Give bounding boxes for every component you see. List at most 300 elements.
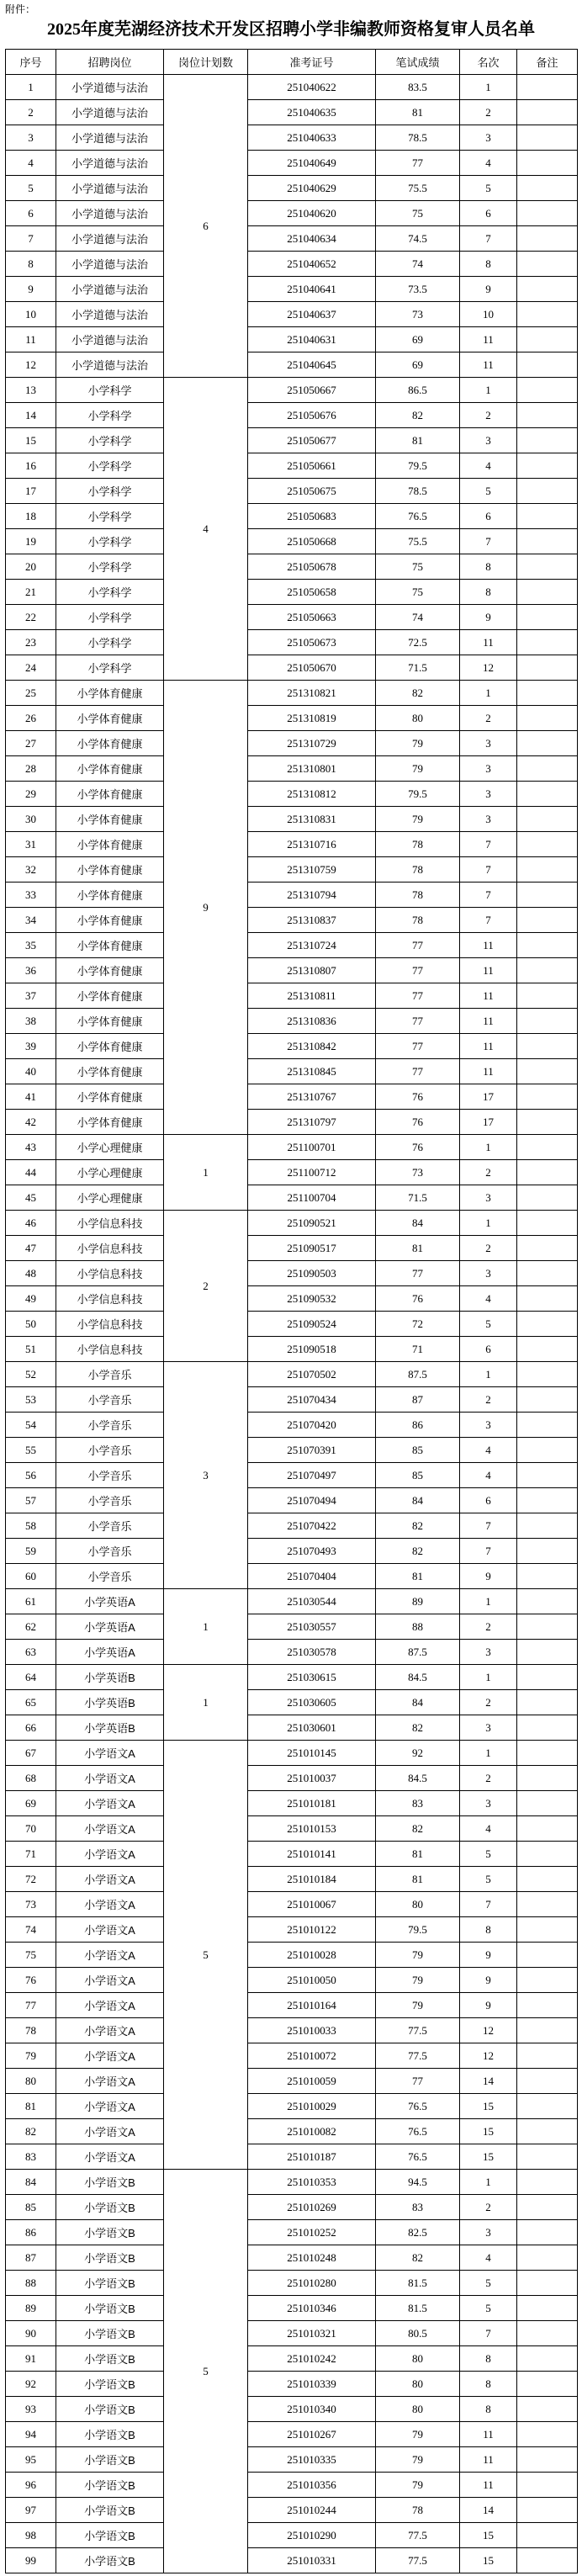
- row-index: 60: [6, 1564, 56, 1589]
- row-index: 7: [6, 226, 56, 252]
- ticket-number: 251050676: [248, 403, 376, 428]
- row-index: 55: [6, 1438, 56, 1463]
- ticket-number: 251070497: [248, 1463, 376, 1488]
- position-name: 小学语文B: [56, 2548, 164, 2573]
- written-score: 83: [376, 1791, 460, 1816]
- rank: 9: [460, 1993, 517, 2018]
- remarks-cell: [517, 2523, 578, 2548]
- remarks-cell: [517, 908, 578, 933]
- ticket-number: 251040652: [248, 252, 376, 277]
- position-name: 小学道德与法治: [56, 252, 164, 277]
- row-index: 88: [6, 2271, 56, 2296]
- position-name: 小学体育健康: [56, 832, 164, 857]
- column-header-score: 笔试成绩: [376, 50, 460, 75]
- remarks-cell: [517, 403, 578, 428]
- rank: 11: [460, 1034, 517, 1059]
- rank: 17: [460, 1110, 517, 1135]
- row-index: 13: [6, 378, 56, 403]
- row-index: 21: [6, 580, 56, 605]
- row-index: 40: [6, 1059, 56, 1084]
- plan-count: 1: [164, 1135, 248, 1211]
- row-index: 25: [6, 681, 56, 706]
- remarks-cell: [517, 2397, 578, 2422]
- rank: 9: [460, 277, 517, 302]
- row-index: 17: [6, 479, 56, 504]
- table-row: [6, 2170, 578, 2195]
- position-name: 小学科学: [56, 479, 164, 504]
- row-index: 46: [6, 1211, 56, 1236]
- table-row: [6, 75, 578, 100]
- position-name: 小学道德与法治: [56, 302, 164, 327]
- table-row: [6, 681, 578, 706]
- table-row: [6, 807, 578, 832]
- row-index: 19: [6, 529, 56, 554]
- ticket-number: 251010187: [248, 2144, 376, 2170]
- row-index: 23: [6, 630, 56, 655]
- rank: 4: [460, 453, 517, 479]
- ticket-number: 251010280: [248, 2271, 376, 2296]
- column-header-rank: 名次: [460, 50, 517, 75]
- position-name: 小学语文A: [56, 2094, 164, 2119]
- rank: 7: [460, 1539, 517, 1564]
- ticket-number: 251010037: [248, 1766, 376, 1791]
- row-index: 61: [6, 1589, 56, 1614]
- remarks-cell: [517, 731, 578, 756]
- rank: 3: [460, 807, 517, 832]
- ticket-number: 251010184: [248, 1867, 376, 1892]
- rank: 8: [460, 252, 517, 277]
- row-index: 58: [6, 1513, 56, 1539]
- position-name: 小学语文A: [56, 1766, 164, 1791]
- written-score: 69: [376, 327, 460, 352]
- table-row: [6, 605, 578, 630]
- table-row: [6, 1034, 578, 1059]
- position-name: 小学道德与法治: [56, 277, 164, 302]
- position-name: 小学语文A: [56, 1968, 164, 1993]
- remarks-cell: [517, 1488, 578, 1513]
- row-index: 62: [6, 1614, 56, 1640]
- rank: 10: [460, 302, 517, 327]
- position-name: 小学语文A: [56, 1993, 164, 2018]
- written-score: 77: [376, 1059, 460, 1084]
- row-index: 12: [6, 352, 56, 378]
- position-name: 小学信息科技: [56, 1312, 164, 1337]
- remarks-cell: [517, 1791, 578, 1816]
- table-row: [6, 2119, 578, 2144]
- written-score: 81: [376, 100, 460, 125]
- remarks-cell: [517, 75, 578, 100]
- remarks-cell: [517, 630, 578, 655]
- row-index: 26: [6, 706, 56, 731]
- rank: 1: [460, 681, 517, 706]
- written-score: 82.5: [376, 2220, 460, 2245]
- written-score: 80: [376, 2346, 460, 2372]
- rank: 3: [460, 428, 517, 453]
- position-name: 小学语文A: [56, 1867, 164, 1892]
- row-index: 1: [6, 75, 56, 100]
- rank: 8: [460, 2372, 517, 2397]
- rank: 4: [460, 2245, 517, 2271]
- rank: 4: [460, 1816, 517, 1842]
- remarks-cell: [517, 1539, 578, 1564]
- ticket-number: 251010290: [248, 2523, 376, 2548]
- rank: 2: [460, 403, 517, 428]
- ticket-number: 251070502: [248, 1362, 376, 1387]
- position-name: 小学体育健康: [56, 908, 164, 933]
- ticket-number: 251010059: [248, 2069, 376, 2094]
- written-score: 79: [376, 2447, 460, 2473]
- written-score: 78: [376, 2498, 460, 2523]
- table-row: [6, 1463, 578, 1488]
- table-row: [6, 1640, 578, 1665]
- written-score: 79.5: [376, 782, 460, 807]
- position-name: 小学科学: [56, 403, 164, 428]
- written-score: 86.5: [376, 378, 460, 403]
- row-index: 94: [6, 2422, 56, 2447]
- written-score: 79.5: [376, 1917, 460, 1943]
- remarks-cell: [517, 302, 578, 327]
- table-row: [6, 2372, 578, 2397]
- position-name: 小学语文B: [56, 2523, 164, 2548]
- written-score: 84: [376, 1488, 460, 1513]
- row-index: 37: [6, 983, 56, 1009]
- ticket-number: 251070422: [248, 1513, 376, 1539]
- ticket-number: 251310842: [248, 1034, 376, 1059]
- rank: 4: [460, 1286, 517, 1312]
- written-score: 76.5: [376, 504, 460, 529]
- ticket-number: 251100701: [248, 1135, 376, 1160]
- table-row: [6, 883, 578, 908]
- position-name: 小学英语B: [56, 1715, 164, 1741]
- ticket-number: 251030544: [248, 1589, 376, 1614]
- table-row: [6, 2422, 578, 2447]
- written-score: 79: [376, 807, 460, 832]
- row-index: 49: [6, 1286, 56, 1312]
- row-index: 20: [6, 554, 56, 580]
- remarks-cell: [517, 1993, 578, 2018]
- written-score: 86: [376, 1413, 460, 1438]
- ticket-number: 251050678: [248, 554, 376, 580]
- written-score: 77: [376, 1009, 460, 1034]
- position-name: 小学音乐: [56, 1438, 164, 1463]
- position-name: 小学信息科技: [56, 1261, 164, 1286]
- table-row: [6, 1337, 578, 1362]
- position-name: 小学道德与法治: [56, 125, 164, 151]
- table-row: [6, 1438, 578, 1463]
- written-score: 87: [376, 1387, 460, 1413]
- rank: 1: [460, 1135, 517, 1160]
- position-name: 小学体育健康: [56, 756, 164, 782]
- rank: 7: [460, 2321, 517, 2346]
- rank: 3: [460, 731, 517, 756]
- written-score: 78: [376, 857, 460, 883]
- remarks-cell: [517, 1135, 578, 1160]
- rank: 9: [460, 1968, 517, 1993]
- position-name: 小学科学: [56, 554, 164, 580]
- plan-count: 2: [164, 1211, 248, 1362]
- written-score: 84: [376, 1211, 460, 1236]
- row-index: 74: [6, 1917, 56, 1943]
- written-score: 81.5: [376, 2296, 460, 2321]
- remarks-cell: [517, 2271, 578, 2296]
- written-score: 77: [376, 1034, 460, 1059]
- table-row: [6, 2144, 578, 2170]
- written-score: 84.5: [376, 1665, 460, 1690]
- table-row: [6, 428, 578, 453]
- row-index: 18: [6, 504, 56, 529]
- row-index: 78: [6, 2018, 56, 2043]
- position-name: 小学体育健康: [56, 857, 164, 883]
- position-name: 小学语文A: [56, 1892, 164, 1917]
- row-index: 56: [6, 1463, 56, 1488]
- table-row: [6, 2473, 578, 2498]
- remarks-cell: [517, 2119, 578, 2144]
- row-index: 45: [6, 1185, 56, 1211]
- written-score: 81: [376, 428, 460, 453]
- ticket-number: 251310845: [248, 1059, 376, 1084]
- ticket-number: 251010141: [248, 1842, 376, 1867]
- remarks-cell: [517, 2422, 578, 2447]
- remarks-cell: [517, 1690, 578, 1715]
- rank: 6: [460, 201, 517, 226]
- remarks-cell: [517, 100, 578, 125]
- ticket-number: 251010164: [248, 1993, 376, 2018]
- position-name: 小学音乐: [56, 1539, 164, 1564]
- position-name: 小学语文B: [56, 2271, 164, 2296]
- ticket-number: 251010122: [248, 1917, 376, 1943]
- remarks-cell: [517, 1413, 578, 1438]
- written-score: 78: [376, 908, 460, 933]
- rank: 12: [460, 2018, 517, 2043]
- written-score: 77.5: [376, 2018, 460, 2043]
- remarks-cell: [517, 1917, 578, 1943]
- table-row: [6, 1993, 578, 2018]
- table-row: [6, 1539, 578, 1564]
- remarks-cell: [517, 2498, 578, 2523]
- remarks-cell: [517, 857, 578, 883]
- ticket-number: 251010346: [248, 2296, 376, 2321]
- ticket-number: 251050667: [248, 378, 376, 403]
- rank: 11: [460, 630, 517, 655]
- remarks-cell: [517, 1160, 578, 1185]
- written-score: 71.5: [376, 655, 460, 681]
- position-name: 小学语文A: [56, 1943, 164, 1968]
- position-name: 小学语文B: [56, 2422, 164, 2447]
- written-score: 77: [376, 2069, 460, 2094]
- written-score: 85: [376, 1463, 460, 1488]
- ticket-number: 251050683: [248, 504, 376, 529]
- table-row: [6, 782, 578, 807]
- remarks-cell: [517, 504, 578, 529]
- position-name: 小学道德与法治: [56, 226, 164, 252]
- rank: 9: [460, 1564, 517, 1589]
- position-name: 小学音乐: [56, 1564, 164, 1589]
- ticket-number: 251310759: [248, 857, 376, 883]
- ticket-number: 251030605: [248, 1690, 376, 1715]
- position-name: 小学音乐: [56, 1463, 164, 1488]
- ticket-number: 251010252: [248, 2220, 376, 2245]
- table-row: [6, 352, 578, 378]
- ticket-number: 251050675: [248, 479, 376, 504]
- row-index: 39: [6, 1034, 56, 1059]
- written-score: 94.5: [376, 2170, 460, 2195]
- written-score: 77: [376, 151, 460, 176]
- rank: 9: [460, 1943, 517, 1968]
- position-name: 小学信息科技: [56, 1286, 164, 1312]
- ticket-number: 251030615: [248, 1665, 376, 1690]
- row-index: 65: [6, 1690, 56, 1715]
- rank: 11: [460, 2473, 517, 2498]
- table-row: [6, 1867, 578, 1892]
- remarks-cell: [517, 706, 578, 731]
- ticket-number: 251090517: [248, 1236, 376, 1261]
- table-row: [6, 1362, 578, 1387]
- rank: 11: [460, 2447, 517, 2473]
- rank: 2: [460, 1160, 517, 1185]
- position-name: 小学语文A: [56, 2018, 164, 2043]
- row-index: 6: [6, 201, 56, 226]
- table-row: [6, 252, 578, 277]
- ticket-number: 251010321: [248, 2321, 376, 2346]
- position-name: 小学体育健康: [56, 958, 164, 983]
- rank: 6: [460, 1488, 517, 1513]
- row-index: 80: [6, 2069, 56, 2094]
- rank: 8: [460, 554, 517, 580]
- rank: 17: [460, 1084, 517, 1110]
- written-score: 77.5: [376, 2548, 460, 2573]
- remarks-cell: [517, 1943, 578, 1968]
- rank: 3: [460, 125, 517, 151]
- plan-count: 5: [164, 1741, 248, 2170]
- written-score: 77: [376, 1261, 460, 1286]
- remarks-cell: [517, 1614, 578, 1640]
- remarks-cell: [517, 1816, 578, 1842]
- position-name: 小学语文B: [56, 2296, 164, 2321]
- written-score: 76.5: [376, 2119, 460, 2144]
- ticket-number: 251010340: [248, 2397, 376, 2422]
- plan-count: 4: [164, 378, 248, 681]
- table-row: [6, 1488, 578, 1513]
- table-row: [6, 832, 578, 857]
- rank: 11: [460, 983, 517, 1009]
- remarks-cell: [517, 2296, 578, 2321]
- table-row: [6, 2321, 578, 2346]
- row-index: 51: [6, 1337, 56, 1362]
- row-index: 15: [6, 428, 56, 453]
- table-row: [6, 302, 578, 327]
- ticket-number: 251010335: [248, 2447, 376, 2473]
- position-name: 小学语文A: [56, 1741, 164, 1766]
- remarks-cell: [517, 1892, 578, 1917]
- ticket-number: 251050668: [248, 529, 376, 554]
- column-header-plan: 岗位计划数: [164, 50, 248, 75]
- row-index: 93: [6, 2397, 56, 2422]
- plan-count: 1: [164, 1589, 248, 1665]
- written-score: 80.5: [376, 2321, 460, 2346]
- remarks-cell: [517, 1867, 578, 1892]
- row-index: 30: [6, 807, 56, 832]
- position-name: 小学科学: [56, 378, 164, 403]
- table-row: [6, 176, 578, 201]
- table-row: [6, 2548, 578, 2573]
- remarks-cell: [517, 756, 578, 782]
- row-index: 85: [6, 2195, 56, 2220]
- table-row: [6, 706, 578, 731]
- remarks-cell: [517, 479, 578, 504]
- written-score: 77.5: [376, 2043, 460, 2069]
- ticket-number: 251310797: [248, 1110, 376, 1135]
- remarks-cell: [517, 1589, 578, 1614]
- position-name: 小学体育健康: [56, 1034, 164, 1059]
- remarks-cell: [517, 1185, 578, 1211]
- written-score: 81: [376, 1236, 460, 1261]
- position-name: 小学语文B: [56, 2321, 164, 2346]
- remarks-cell: [517, 125, 578, 151]
- ticket-number: 251010242: [248, 2346, 376, 2372]
- table-row: [6, 1084, 578, 1110]
- position-name: 小学语文B: [56, 2473, 164, 2498]
- rank: 6: [460, 1337, 517, 1362]
- row-index: 67: [6, 1741, 56, 1766]
- written-score: 74.5: [376, 226, 460, 252]
- written-score: 74: [376, 605, 460, 630]
- position-name: 小学体育健康: [56, 983, 164, 1009]
- row-index: 77: [6, 1993, 56, 2018]
- ticket-number: 251310794: [248, 883, 376, 908]
- ticket-number: 251090518: [248, 1337, 376, 1362]
- table-row: [6, 1614, 578, 1640]
- ticket-number: 251010339: [248, 2372, 376, 2397]
- position-name: 小学体育健康: [56, 706, 164, 731]
- position-name: 小学心理健康: [56, 1185, 164, 1211]
- table-row: [6, 630, 578, 655]
- position-name: 小学语文B: [56, 2195, 164, 2220]
- row-index: 75: [6, 1943, 56, 1968]
- row-index: 64: [6, 1665, 56, 1690]
- rank: 15: [460, 2548, 517, 2573]
- ticket-number: 251010269: [248, 2195, 376, 2220]
- table-row: [6, 1160, 578, 1185]
- ticket-number: 251310729: [248, 731, 376, 756]
- plan-count: 6: [164, 75, 248, 378]
- table-row: [6, 2195, 578, 2220]
- ticket-number: 251090532: [248, 1286, 376, 1312]
- remarks-cell: [517, 1236, 578, 1261]
- ticket-number: 251010029: [248, 2094, 376, 2119]
- ticket-number: 251310811: [248, 983, 376, 1009]
- rank: 1: [460, 75, 517, 100]
- rank: 3: [460, 2220, 517, 2245]
- column-header-remarks: 备注: [517, 50, 578, 75]
- rank: 6: [460, 504, 517, 529]
- rank: 8: [460, 1917, 517, 1943]
- position-name: 小学语文A: [56, 2043, 164, 2069]
- rank: 2: [460, 1387, 517, 1413]
- position-name: 小学体育健康: [56, 782, 164, 807]
- row-index: 73: [6, 1892, 56, 1917]
- table-row: [6, 1690, 578, 1715]
- remarks-cell: [517, 2321, 578, 2346]
- position-name: 小学科学: [56, 630, 164, 655]
- table-row: [6, 857, 578, 883]
- rank: 2: [460, 1236, 517, 1261]
- row-index: 9: [6, 277, 56, 302]
- remarks-cell: [517, 1312, 578, 1337]
- written-score: 76: [376, 1135, 460, 1160]
- table-row: [6, 2498, 578, 2523]
- ticket-number: 251050670: [248, 655, 376, 681]
- remarks-cell: [517, 933, 578, 958]
